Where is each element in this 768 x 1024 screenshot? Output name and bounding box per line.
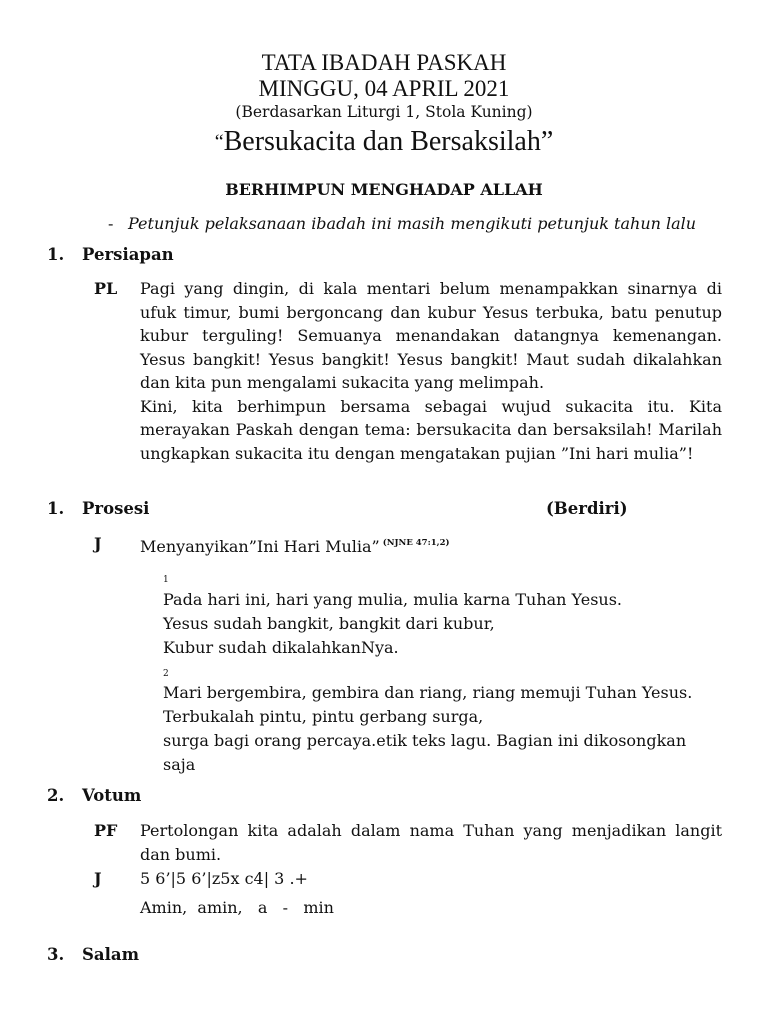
verse-line: surga bagi orang percaya.etik teks lagu. Bagian ini dikosongkan [163, 731, 687, 750]
persiapan-paragraph-1: Pagi yang dingin, di kala mentari belum menampakkan sinarnya di ufuk timur, bumi bergoncang dan kubur Yesus terbuka, batu penutup kubur terguling! Semuanya menandakan datangnya kemenangan. Yesus bangkit! Yesus bangkit! Yesus bangkit! Maut sudah dikalahkan dan kita pun mengalami sukacita yang melimpah. [140, 279, 722, 392]
verse-number: 2 [163, 669, 169, 679]
section-title-persiapan: Persiapan [82, 245, 174, 264]
hymn-verse [163, 681, 692, 777]
verse-line: Yesus sudah bangkit, bangkit dari kubur, [163, 614, 495, 633]
hymn-instruction [140, 532, 450, 559]
section-title-prosesi: Prosesi [82, 499, 150, 518]
amen-lyric: Amin, amin, a - min [140, 898, 334, 917]
section-title-salam: Salam [82, 945, 140, 964]
persiapan-paragraph [140, 277, 722, 465]
verse-line: Pada hari ini, hari yang mulia, mulia karna Tuhan Yesus. [163, 590, 622, 609]
section-number-votum: 2. [47, 786, 65, 805]
section-number-prosesi: 1. [47, 499, 65, 518]
document-theme [0, 125, 768, 159]
role-label-j: J [94, 869, 102, 888]
verse-line: Terbukalah pintu, pintu gerbang surga, [163, 707, 484, 726]
document-date: MINGGU, 04 APRIL 2021 [258, 76, 510, 101]
hymn-verse [163, 588, 622, 660]
section-heading: BERHIMPUN MENGHADAP ALLAH [225, 180, 543, 199]
role-label-j: J [94, 534, 102, 553]
hymn-reference: (NJNE 47:1,2) [382, 538, 450, 548]
verse-line: Mari bergembira, gembira dan riang, riang memuji Tuhan Yesus. [163, 683, 693, 702]
persiapan-paragraph-2: Kini, kita berhimpun bersama sebagai wujud sukacita itu. Kita merayakan Paskah dengan tema: bersukacita dan bersaksilah! Marilah ungkapkan sukacita itu dengan mengatakan pujian ”Ini hari mulia”! [140, 396, 722, 463]
verse-line: Kubur sudah dikalahkanNya. [163, 638, 399, 657]
votum-text: Pertolongan kita adalah dalam nama Tuhan yang menjadikan langit dan bumi. [140, 821, 722, 864]
note-bullet: - [108, 214, 114, 233]
music-notation: 5 6’|5 6’|z5x c4| 3 .+ [140, 869, 308, 888]
hymn-title: Menyanyikan”Ini Hari Mulia” [140, 537, 380, 556]
theme-text: Bersukacita dan Bersaksilah” [223, 126, 554, 157]
role-label-pl: PL [94, 279, 118, 298]
document-subtitle: (Berdasarkan Liturgi 1, Stola Kuning) [235, 103, 533, 121]
verse-line: saja [163, 755, 196, 774]
theme-open-quote: “ [214, 131, 224, 153]
section-number-salam: 3. [47, 945, 65, 964]
section-title-votum: Votum [82, 786, 142, 805]
document-title: TATA IBADAH PASKAH [261, 50, 507, 75]
section-number-persiapan: 1. [47, 245, 65, 264]
note-text: Petunjuk pelaksanaan ibadah ini masih mengikuti petunjuk tahun lalu [128, 214, 697, 233]
posture-instruction: (Berdiri) [546, 499, 628, 518]
verse-number: 1 [163, 575, 169, 585]
role-label-pf: PF [94, 821, 118, 840]
instruction-note [108, 213, 696, 235]
